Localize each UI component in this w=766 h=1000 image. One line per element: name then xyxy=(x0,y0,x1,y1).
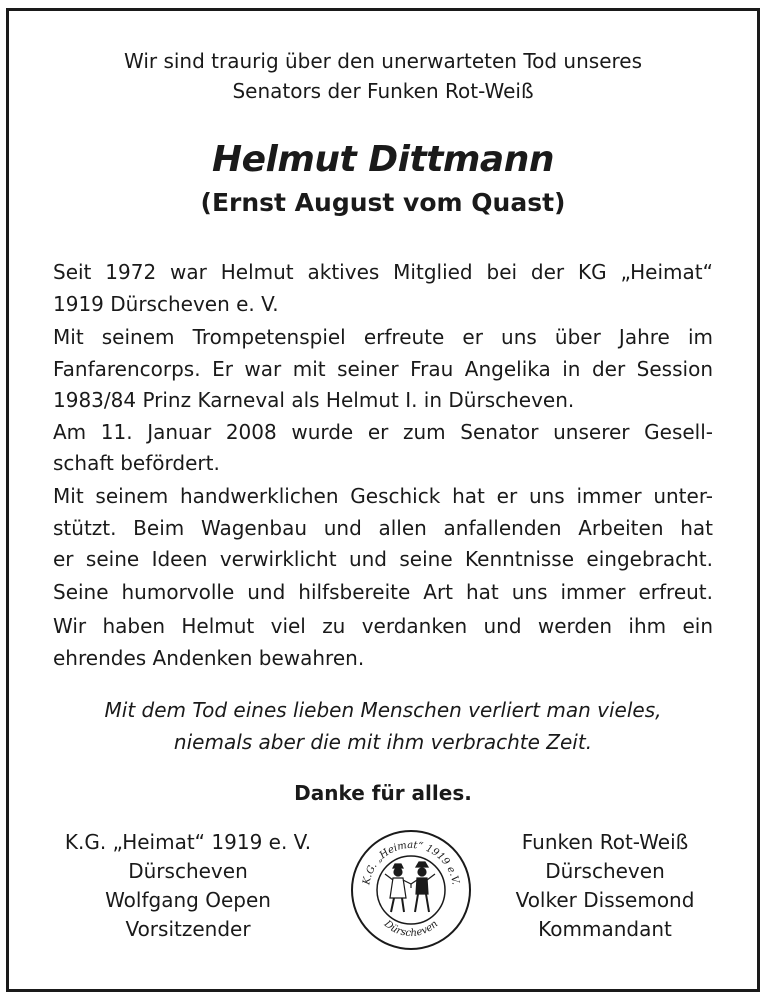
intro-line: Wir sind traurig über den unerwarteten Tod unseres xyxy=(123,49,643,73)
intro-text xyxy=(0,46,766,106)
signature-heimat xyxy=(38,828,338,944)
text-line: Am 11. Januar 2008 wurde er zum Senator unserer Gesell- xyxy=(53,419,713,444)
deceased-alias: (Ernst August vom Quast) xyxy=(200,188,566,217)
thanks-line: Danke für alles. xyxy=(294,781,472,805)
text-line: Seit 1972 war Helmut aktives Mitglied bei der KG „Heimat“ xyxy=(53,260,713,284)
paragraph-membership xyxy=(53,257,713,320)
text-line: stützt. Beim Wagenbau und allen anfallenden Arbeiten hat xyxy=(53,515,713,540)
seal-bottom-text: Dürscheven xyxy=(381,918,441,940)
deceased-name: Helmut Dittmann xyxy=(212,139,554,180)
signature-line: Funken Rot-Weiß xyxy=(521,830,689,854)
signature-line: Dürscheven xyxy=(128,859,248,883)
signature-line: Kommandant xyxy=(538,917,672,941)
quote-line: Mit dem Tod eines lieben Menschen verliert man vieles, xyxy=(104,698,662,722)
text-line: Seine humorvolle und hilfsbereite Art hat uns immer erfreut. xyxy=(53,580,713,604)
signature-line: Wolfgang Oepen xyxy=(105,888,271,912)
svg-text:K.G. „Heimat“ 1919 e.V. xyxy=(361,840,461,887)
text-line: 1919 Dürscheven e. V. xyxy=(53,291,279,316)
paragraph-remembrance xyxy=(53,611,713,674)
paragraph-humor xyxy=(53,577,713,609)
text-line: 1983/84 Prinz Karneval als Helmut I. in Dürscheven. xyxy=(53,388,575,412)
text-line: Fanfarencorps. Er war mit seiner Frau Angelika in der Session xyxy=(53,356,713,381)
text-line: ehrendes Andenken bewahren. xyxy=(53,645,365,670)
quote-line: niemals aber die mit ihm verbrachte Zeit. xyxy=(173,730,593,754)
signature-funken xyxy=(455,828,755,944)
signature-line: K.G. „Heimat“ 1919 e. V. xyxy=(64,830,312,854)
seal-top-text: K.G. „Heimat“ 1919 e.V. xyxy=(361,839,461,886)
text-line: Mit seinem Trompetenspiel erfreute er uns über Jahre im xyxy=(53,325,713,349)
signature-line: Volker Dissemond xyxy=(515,888,695,912)
signature-line: Dürscheven xyxy=(545,859,665,883)
paragraph-craftsmanship xyxy=(53,481,713,576)
signature-line: Vorsitzender xyxy=(125,917,251,941)
text-line: Wir haben Helmut viel zu verdanken und werden ihm ein xyxy=(53,614,713,638)
svg-text:Dürscheven xyxy=(381,918,440,939)
text-line: er seine Ideen verwirklicht und seine Kenntnisse eingebracht. xyxy=(53,547,713,571)
memorial-quote xyxy=(0,694,766,758)
text-line: Mit seinem handwerklichen Geschick hat er uns immer unter- xyxy=(53,484,713,508)
text-line: schaft befördert. xyxy=(53,451,220,475)
paragraph-fanfarencorps xyxy=(53,322,713,480)
intro-line: Senators der Funken Rot-Weiß xyxy=(232,79,534,103)
